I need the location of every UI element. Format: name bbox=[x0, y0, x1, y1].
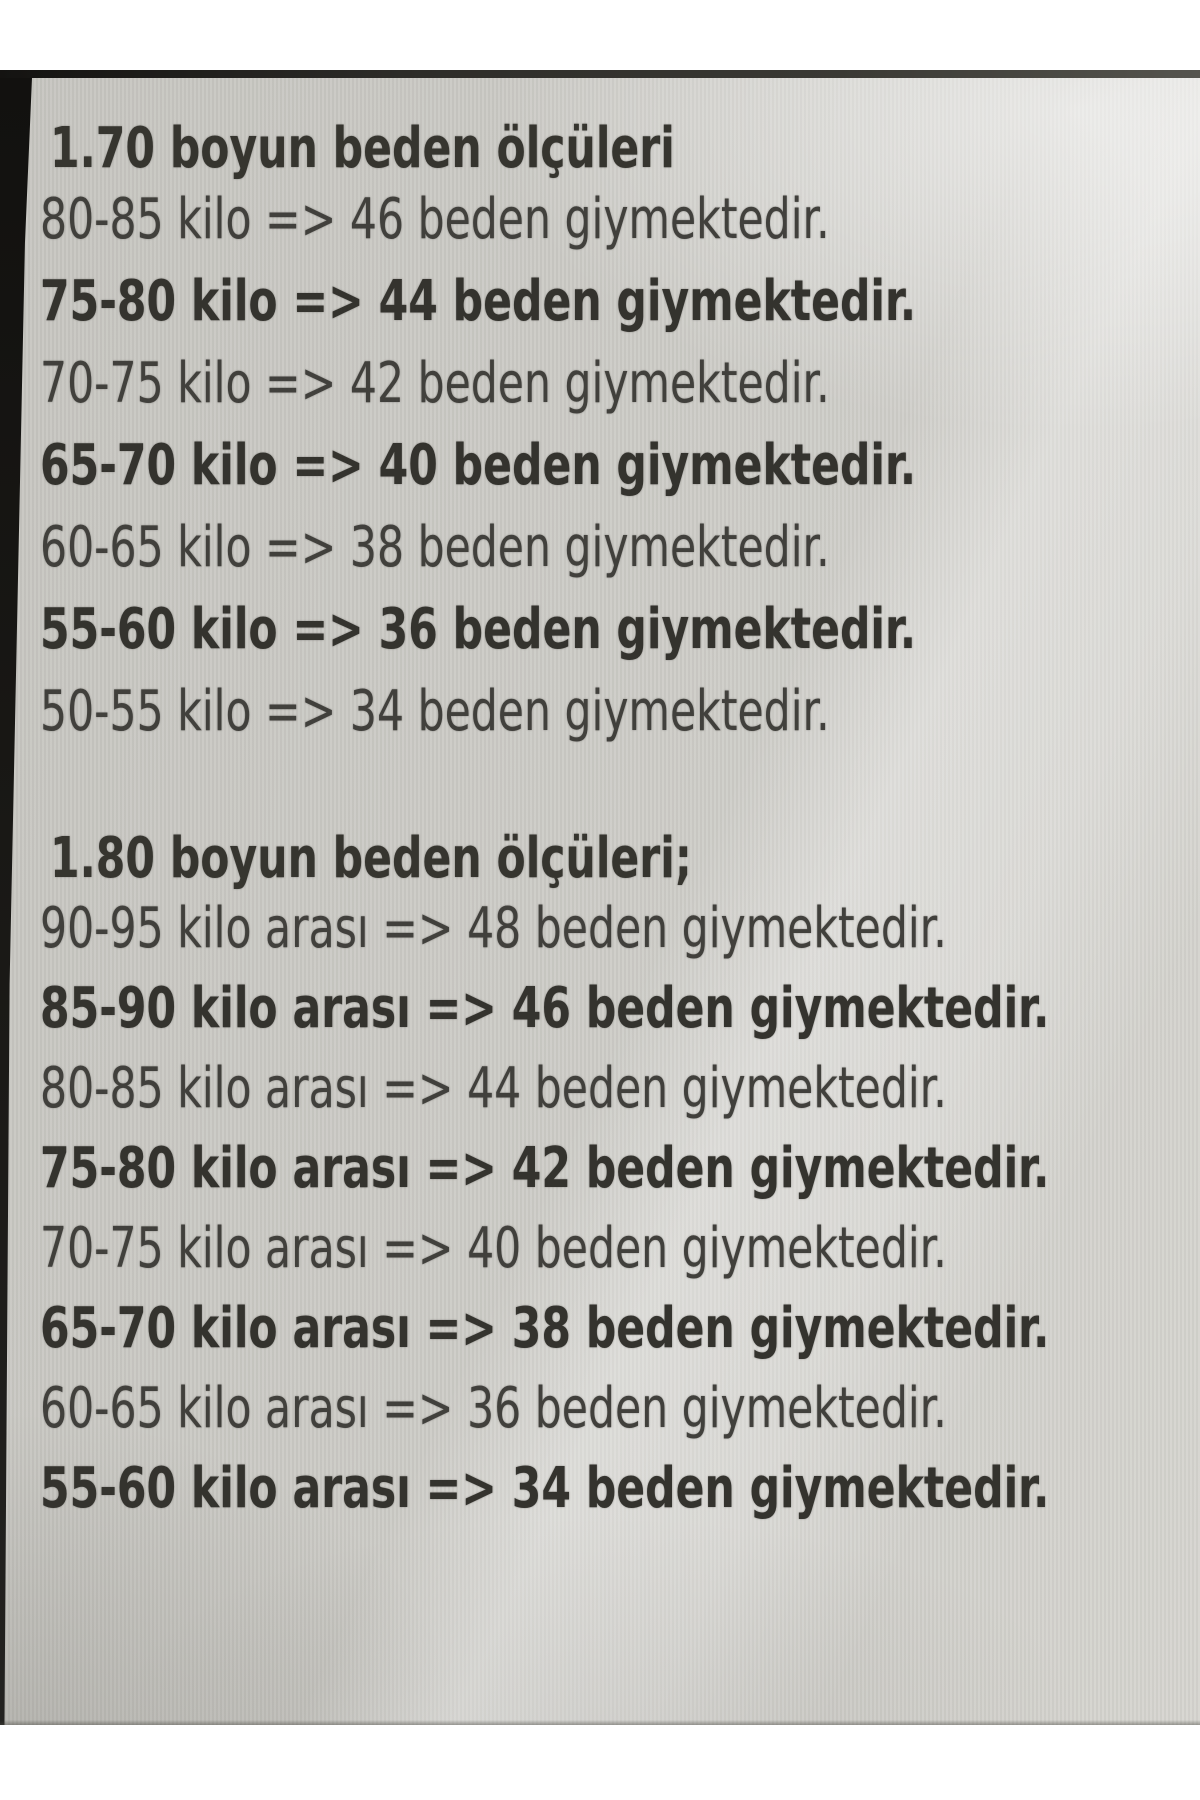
size-row-180-3: 80-85 kilo arası => 44 beden giymektedir. bbox=[40, 1056, 947, 1121]
size-row-180-6: 65-70 kilo arası => 38 beden giymektedir. bbox=[40, 1296, 1050, 1361]
size-row-180-2: 85-90 kilo arası => 46 beden giymektedir. bbox=[40, 976, 1050, 1041]
screen-photo bbox=[0, 78, 1200, 1725]
document-content bbox=[0, 78, 1200, 1529]
size-row-170-3: 70-75 kilo => 42 beden giymektedir. bbox=[40, 351, 830, 416]
size-row-170-1: 80-85 kilo => 46 beden giymektedir. bbox=[40, 187, 830, 252]
size-row-170-4: 65-70 kilo => 40 beden giymektedir. bbox=[40, 433, 917, 498]
size-row-170-2: 75-80 kilo => 44 beden giymektedir. bbox=[40, 269, 917, 334]
size-row-180-5: 70-75 kilo arası => 40 beden giymektedir. bbox=[40, 1216, 947, 1281]
size-row-180-7: 60-65 kilo arası => 36 beden giymektedir. bbox=[40, 1376, 947, 1441]
size-list-170 bbox=[40, 179, 1200, 753]
photo-top-edge bbox=[0, 70, 1200, 78]
size-row-170-6: 55-60 kilo => 36 beden giymektedir. bbox=[40, 597, 917, 662]
section-170-heading: 1.70 boyun beden ölçüleri bbox=[50, 116, 675, 181]
size-row-180-8: 55-60 kilo arası => 34 beden giymektedir. bbox=[40, 1456, 1050, 1521]
size-row-170-7: 50-55 kilo => 34 beden giymektedir. bbox=[40, 679, 830, 744]
size-row-180-1: 90-95 kilo arası => 48 beden giymektedir. bbox=[40, 896, 947, 961]
size-row-180-4: 75-80 kilo arası => 42 beden giymektedir. bbox=[40, 1136, 1050, 1201]
size-row-170-5: 60-65 kilo => 38 beden giymektedir. bbox=[40, 515, 830, 580]
section-180-heading: 1.80 boyun beden ölçüleri; bbox=[50, 826, 692, 891]
size-list-180 bbox=[40, 889, 1200, 1529]
